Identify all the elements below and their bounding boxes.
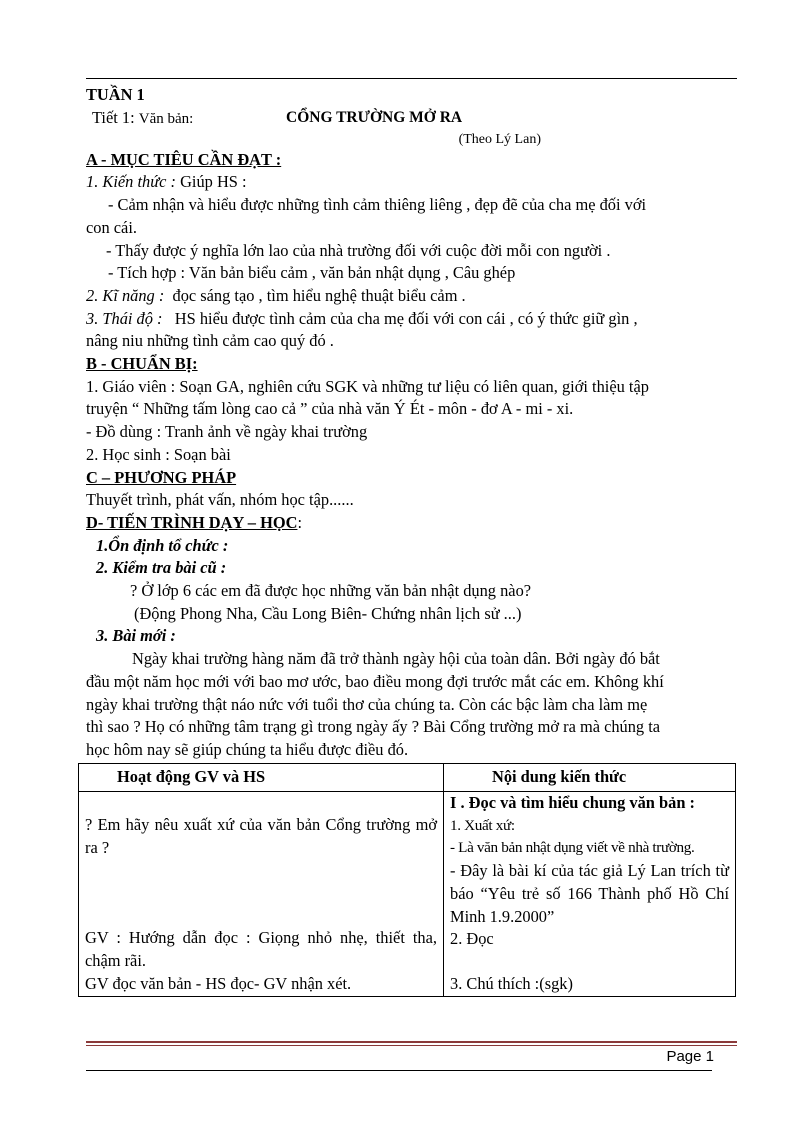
footer-rule-thin — [86, 1045, 737, 1046]
intro-line-4: thì sao ? Họ có những tâm trạng gì trong ngày ấy ? Bài Cổng trường mở ra mà chúng ta — [86, 717, 661, 737]
skill-line: 2. Kĩ năng : đọc sáng tạo , tìm hiểu nghệ thuật biểu cảm . — [86, 285, 466, 305]
tools-line: - Đồ dùng : Tranh ảnh về ngày khai trường — [86, 422, 368, 442]
attitude-label: 3. Thái độ : — [86, 308, 163, 328]
activity-reading: GV đọc văn bản - HS đọc- GV nhận xét. — [85, 973, 352, 993]
old-lesson-question: ? Ở lớp 6 các em đã được học những văn bản nhật dụng nào? — [130, 581, 532, 601]
activity-reading-guide: GV : Hướng dẫn đọc : Giọng nhỏ nhẹ, thiết tha, chậm rãi. — [85, 928, 437, 971]
byline: (Theo Lý Lan) — [458, 131, 541, 147]
content-origin-2: - Đây là bài kí của tác giả Lý Lan trích từ báo “Yêu trẻ số 166 Thành phố Hồ Chí Minh 1.9.2000” — [450, 861, 729, 926]
footer-rule — [86, 1041, 737, 1043]
knowledge-item-3: - Tích hợp : Văn bản biểu cảm , văn bản nhật dụng , Câu ghép — [108, 263, 516, 283]
method-text: Thuyết trình, phát vấn, nhóm học tập...... — [86, 490, 354, 510]
col1-header: Hoạt động GV và HS — [79, 764, 444, 792]
content-origin-1: - Là văn bản nhật dụng viết về nhà trường. — [450, 839, 695, 857]
section-a-heading: A - MỤC TIÊU CẦN ĐẠT : — [86, 149, 282, 169]
col2-header: Nội dung kiến thức — [444, 764, 736, 792]
lesson-type: Văn bản: — [138, 110, 194, 127]
teacher-prep-b: truyện “ Những tấm lòng cao cả ” của nhà văn Ý Ét - môn - đơ A - mi - xi. — [86, 399, 574, 419]
knowledge-label: 1. Kiến thức : — [86, 172, 176, 192]
intro-line-3: ngày khai trường thật náo nức với tuổi thơ của chúng ta. Còn các bậc làm cha làm mẹ — [86, 694, 648, 714]
activity-question-1: ? Em hãy nêu xuất xứ của văn bản Cổng trường mở ra ? — [85, 815, 437, 857]
step-1: 1.Ổn định tổ chức : — [96, 535, 229, 555]
content-heading: I . Đọc và tìm hiểu chung văn bản : — [450, 793, 695, 812]
step-3: 3. Bài mới : — [96, 626, 176, 646]
page-number: Page 1 — [666, 1048, 714, 1065]
table-row — [79, 792, 736, 997]
knowledge-item-1a: - Cảm nhận và hiểu được những tình cảm thiêng liêng , đẹp đẽ của cha mẹ đối với — [108, 195, 647, 215]
intro-line-5: học hôm nay sẽ giúp chúng ta hiểu được điều đó. — [86, 739, 409, 759]
table-header-row — [79, 764, 736, 792]
document-body — [86, 84, 737, 762]
section-b-heading: B - CHUẨN BỊ: — [86, 354, 198, 374]
footer-bottom-rule — [86, 1070, 712, 1071]
skill-label: 2. Kĩ năng : — [86, 285, 165, 305]
content-origin: 1. Xuất xứ: — [450, 816, 515, 834]
knowledge-content-cell — [444, 792, 736, 997]
lesson-number: Tiết 1: — [92, 107, 135, 127]
content-read: 2. Đọc — [450, 929, 494, 949]
step-2: 2. Kiểm tra bài cũ : — [96, 558, 227, 578]
knowledge-line: 1. Kiến thức : Giúp HS : — [86, 172, 247, 192]
header-rule — [86, 78, 737, 79]
teacher-prep-a: 1. Giáo viên : Soạn GA, nghiên cứu SGK và những tư liệu có liên quan, giới thiệu tập — [86, 376, 649, 396]
intro-line-2: đầu một năm học mới với bao mơ ước, bao điều mong đợi trước mắt các em. Không khí — [86, 671, 664, 691]
content-notes: 3. Chú thích :(sgk) — [450, 973, 573, 993]
knowledge-item-2: - Thấy được ý nghĩa lớn lao của nhà trường đối với cuộc đời mỗi con người . — [106, 240, 611, 260]
lesson-table — [78, 763, 736, 997]
old-lesson-answer: (Động Phong Nha, Cầu Long Biên- Chứng nhân lịch sử ...) — [134, 603, 522, 623]
attitude-line: 3. Thái độ : HS hiểu được tình cảm của cha mẹ đối với con cái , có ý thức giữ gìn , — [86, 308, 638, 328]
lesson-title-row — [86, 107, 737, 130]
lesson-title: CỔNG TRƯỜNG MỞ RA — [286, 108, 463, 126]
section-c-heading: C – PHƯƠNG PHÁP — [86, 467, 237, 487]
section-d-heading: D- TIẾN TRÌNH DẠY – HỌC — [86, 512, 298, 532]
teacher-activity-cell — [79, 792, 444, 997]
intro-line-1: Ngày khai trường hàng năm đã trở thành ngày hội của toàn dân. Bởi ngày đó bắt — [132, 649, 660, 669]
knowledge-item-1b: con cái. — [86, 217, 137, 237]
student-prep: 2. Học sinh : Soạn bài — [86, 444, 231, 464]
attitude-line-2: nâng niu những tình cảm cao quý đó . — [86, 331, 334, 351]
week-label: TUẦN 1 — [86, 85, 145, 104]
section-d-heading-line: D- TIẾN TRÌNH DẠY – HỌC: — [86, 512, 302, 532]
